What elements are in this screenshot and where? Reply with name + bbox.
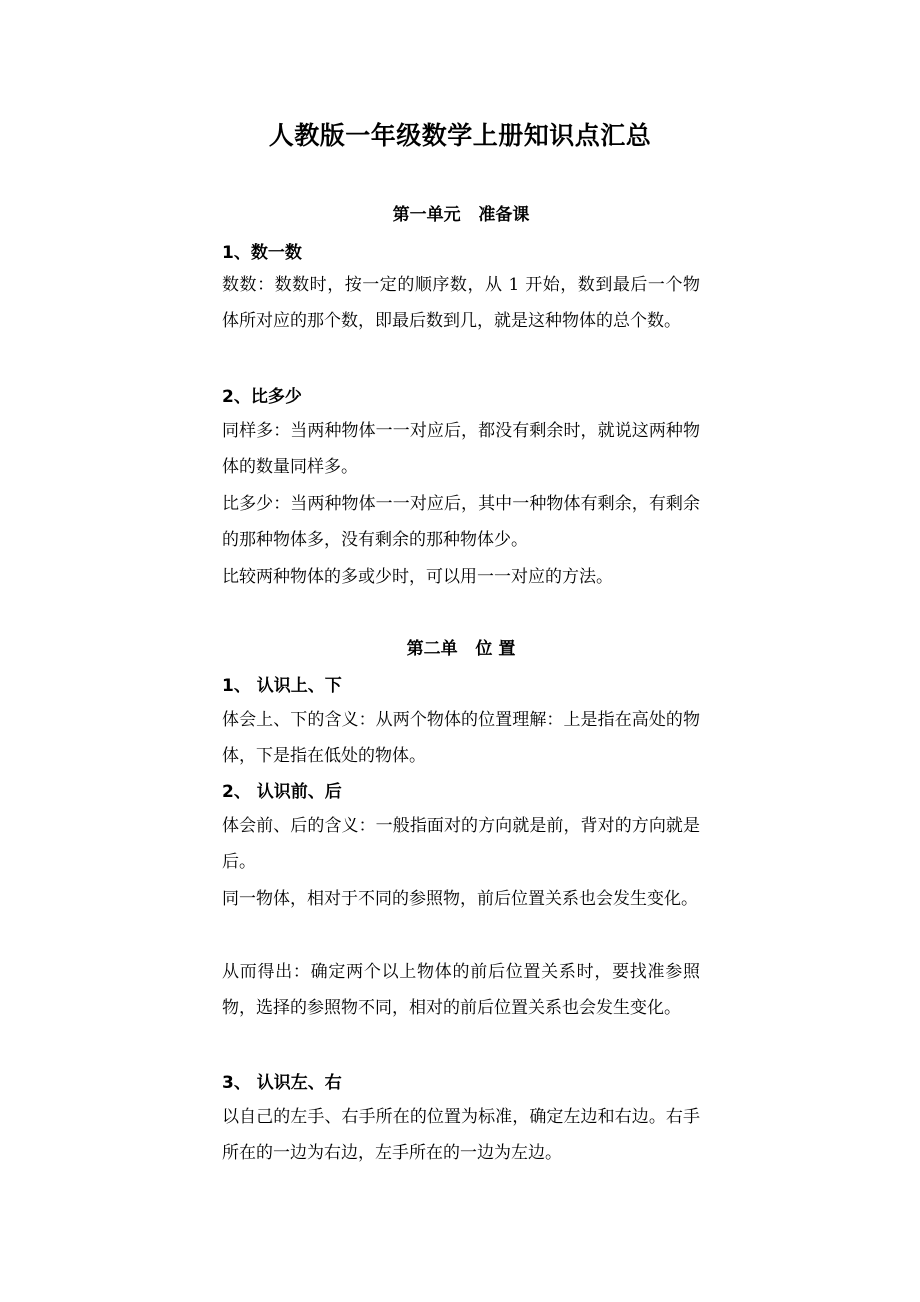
- section-heading-2-1: 1、 认识上、下: [222, 676, 342, 696]
- paragraph-2-2-1: 体会前、后的含义：一般指面对的方向就是前，背对的方向就是后。: [222, 816, 700, 872]
- document-title: 人教版一年级数学上册知识点汇总: [268, 121, 652, 150]
- paragraph-1-2-3: 比较两种物体的多或少时，可以用一一对应的方法。: [222, 567, 613, 587]
- paragraph-2-2-3: 从而得出：确定两个以上物体的前后位置关系时，要找准参照物，选择的参照物不同，相对的前后位置关系也会发生变化。: [222, 962, 700, 1018]
- paragraph-2-2-2: 同一物体，相对于不同的参照物，前后位置关系也会发生变化。: [222, 889, 698, 909]
- section-heading-2-2: 2、 认识前、后: [222, 782, 342, 802]
- unit-heading-2: 第二单 位 置: [406, 639, 516, 659]
- paragraph-1-1-1: 数数：数数时，按一定的顺序数，从 1 开始，数到最后一个物体所对应的那个数，即最后数到几，就是这种物体的总个数。: [222, 275, 700, 331]
- section-heading-2-3: 3、 认识左、右: [222, 1073, 342, 1093]
- unit-heading-1: 第一单元 准备课: [392, 205, 530, 225]
- paragraph-2-3-1: 以自己的左手、右手所在的位置为标准，确定左边和右边。右手所在的一边为右边，左手所在的一边为左边。: [222, 1107, 700, 1163]
- section-heading-1-2: 2、比多少: [222, 387, 302, 407]
- paragraph-1-2-2: 比多少：当两种物体一一对应后，其中一种物体有剩余，有剩余的那种物体多，没有剩余的那种物体少。: [222, 494, 700, 550]
- paragraph-1-2-1: 同样多：当两种物体一一对应后，都没有剩余时，就说这两种物体的数量同样多。: [222, 421, 700, 477]
- paragraph-2-1-1: 体会上、下的含义：从两个物体的位置理解：上是指在高处的物体，下是指在低处的物体。: [222, 710, 700, 766]
- section-heading-1-1: 1、数一数: [222, 243, 302, 263]
